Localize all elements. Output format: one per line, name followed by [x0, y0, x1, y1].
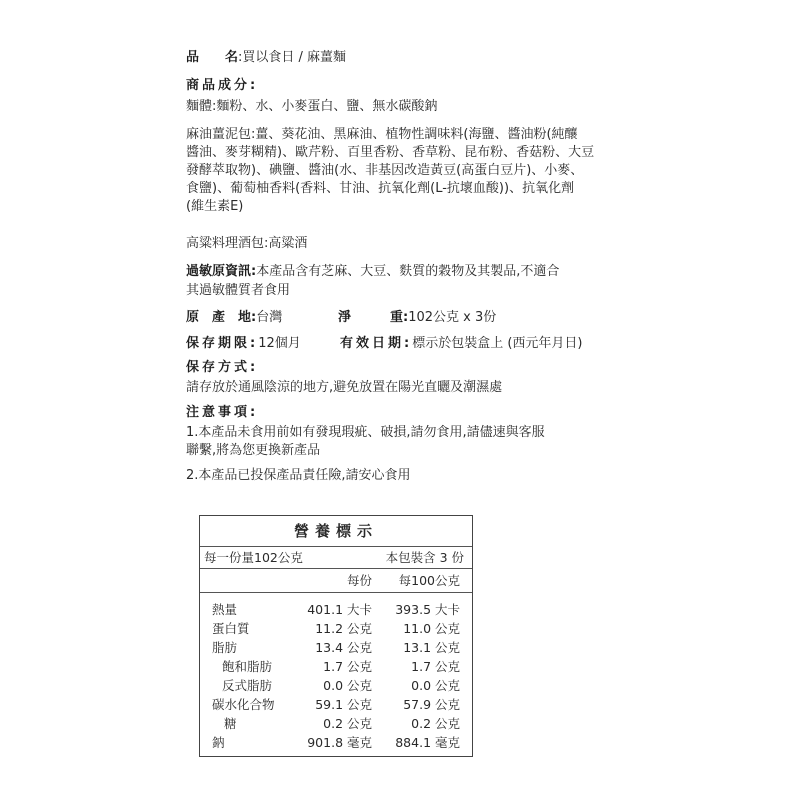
servings-per-pack: 本包裝含 3 份: [385, 550, 464, 565]
nutrient-per-100g: 884.1 毫克: [395, 735, 460, 750]
nutrient-per-100g: 11.0 公克: [403, 621, 460, 636]
storage-heading: 保存方式:: [186, 360, 259, 375]
sauce-ingredients-line: 麻油薑泥包:薑、葵花油、黑麻油、植物性調味料(海鹽、醬油粉(純釀: [186, 127, 578, 142]
nutrient-per-100g: 1.7 公克: [411, 659, 460, 674]
ingredients-heading: 商品成分:: [186, 78, 259, 93]
allergen-text-cont: 其過敏體質者食用: [186, 283, 291, 298]
divider: [200, 592, 472, 593]
nutrient-name: 糖: [224, 716, 237, 731]
notice-item-2: 2.本產品已投保產品責任險,請安心食用: [186, 468, 411, 483]
nutrient-per-100g: 0.2 公克: [411, 716, 460, 731]
nutrition-title: 營養標示: [293, 522, 378, 540]
sauce-ingredients-line: 發酵萃取物)、碘鹽、醬油(水、非基因改造黃豆(高蛋白豆片)、小麥、: [186, 163, 584, 178]
notice-item-1: 1.本產品未食用前如有發現瑕疵、破損,請勿食用,請儘速與客服: [186, 425, 545, 440]
nutrient-name: 碳水化合物: [212, 697, 275, 712]
storage-text: 請存放於通風陰涼的地方,避免放置在陽光直曬及潮濕處: [186, 380, 503, 395]
noodle-ingredients: 麵體:麵粉、水、小麥蛋白、鹽、無水碳酸鈉: [186, 99, 438, 114]
nutrient-per-100g: 57.9 公克: [403, 697, 460, 712]
nutrient-per-serving: 901.8 毫克: [307, 735, 372, 750]
expiry-row: [340, 336, 582, 352]
notice-heading: 注意事項:: [186, 405, 259, 420]
expiry-label: 有效日期:: [340, 336, 413, 351]
expiry-value: 標示於包裝盒上 (西元年月日): [412, 336, 583, 351]
allergen-text: 本產品含有芝麻、大豆、麩質的穀物及其製品,不適合: [256, 264, 560, 279]
allergen-row: [186, 264, 559, 280]
origin-row: [186, 310, 282, 326]
serving-size: 每一份量102公克: [204, 550, 303, 565]
shelf-life-label: 保存期限:: [186, 336, 259, 351]
sauce-ingredients-line: 食鹽)、葡萄柚香料(香料、甘油、抗氧化劑(L-抗壞血酸))、抗氧化劑: [186, 181, 575, 196]
allergen-label: 過敏原資訊:: [186, 264, 257, 279]
shelf-life-value: 12個月: [258, 336, 301, 351]
nutrient-per-serving: 59.1 公克: [315, 697, 372, 712]
nutrient-per-serving: 401.1 大卡: [307, 602, 372, 617]
nutrient-per-serving: 11.2 公克: [315, 621, 372, 636]
weight-row: [338, 310, 496, 326]
liquor-ingredients: 高粱料理酒包:高粱酒: [186, 236, 308, 251]
product-name-value: 買以食日 / 麻薑麵: [242, 50, 347, 65]
col-header-per-serving: 每份: [346, 573, 372, 588]
nutrient-per-100g: 13.1 公克: [403, 640, 460, 655]
shelf-life-row: [186, 336, 301, 352]
nutrition-facts-table: [199, 515, 473, 757]
nutrient-per-100g: 393.5 大卡: [395, 602, 460, 617]
nutrient-name: 飽和脂肪: [222, 659, 273, 674]
nutrient-name: 脂肪: [212, 640, 238, 655]
notice-item-1-cont: 聯繫,將為您更換新產品: [186, 443, 321, 458]
divider: [200, 546, 472, 547]
product-name-row: 品 名:買以食日 / 麻薑麵: [186, 50, 347, 65]
weight-label: 淨 重:: [338, 310, 409, 325]
col-header-per-100g: 每100公克: [398, 573, 460, 588]
nutrient-name: 鈉: [212, 735, 225, 750]
weight-value: 102公克 x 3份: [408, 310, 497, 325]
origin-label: 原 產 地:: [186, 310, 257, 325]
nutrient-per-serving: 0.2 公克: [323, 716, 372, 731]
nutrient-name: 反式脂肪: [222, 678, 273, 693]
nutrient-per-serving: 1.7 公克: [323, 659, 372, 674]
product-name-label: 品 名: [186, 50, 239, 65]
nutrient-name: 熱量: [212, 602, 238, 617]
origin-value: 台灣: [256, 310, 283, 325]
nutrient-name: 蛋白質: [212, 621, 250, 636]
nutrient-per-serving: 13.4 公克: [315, 640, 372, 655]
divider: [200, 568, 472, 569]
nutrient-per-100g: 0.0 公克: [411, 678, 460, 693]
nutrient-per-serving: 0.0 公克: [323, 678, 372, 693]
sauce-ingredients-line: 醬油、麥芽糊精)、歐芹粉、百里香粉、香草粉、昆布粉、香菇粉、大豆: [186, 145, 595, 160]
sauce-ingredients-line: (維生素E): [186, 199, 244, 214]
